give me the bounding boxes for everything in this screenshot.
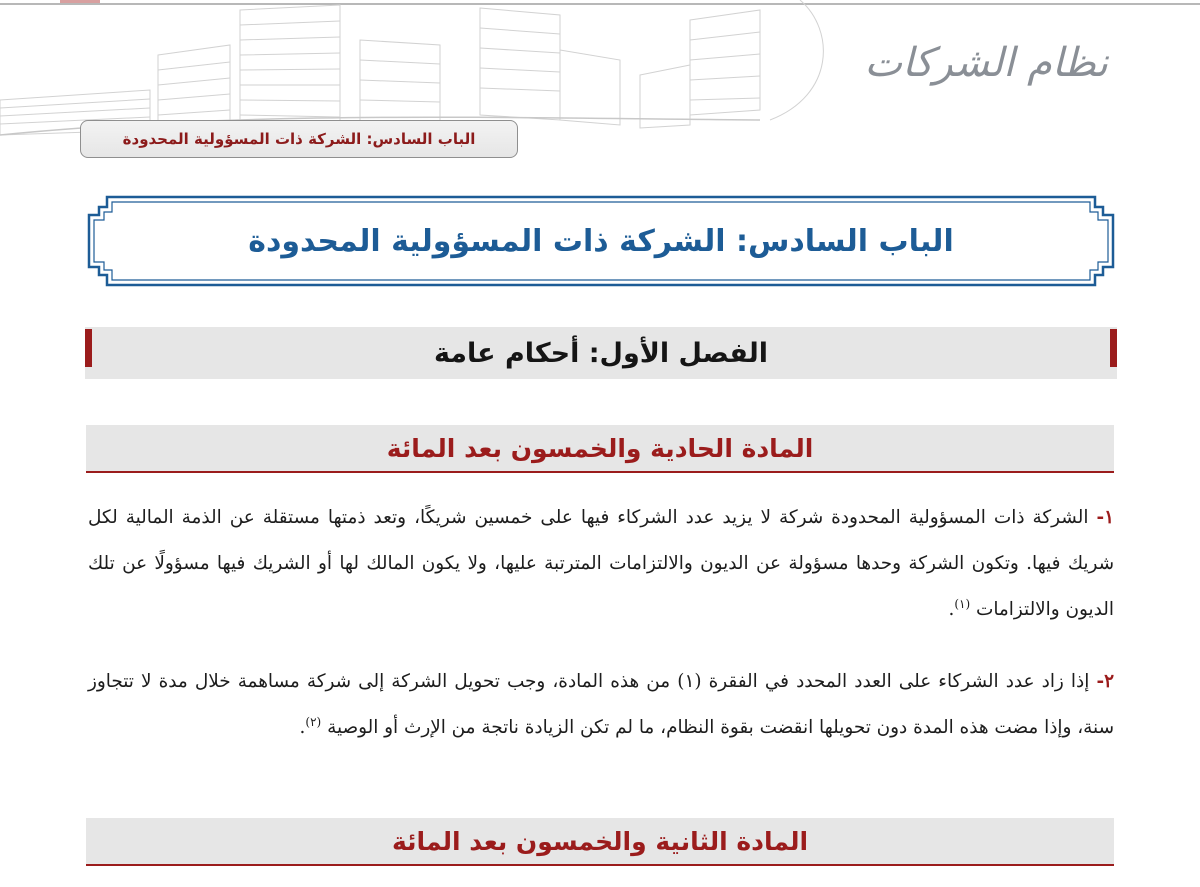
running-header-tab: الباب السادس: الشركة ذات المسؤولية المحدودة	[80, 120, 518, 158]
paragraph-number: ١-	[1096, 507, 1114, 528]
chapter-title: الباب السادس: الشركة ذات المسؤولية المحدودة	[248, 223, 954, 259]
paragraph-text: إذا زاد عدد الشركاء على العدد المحدد في الفقرة (١) من هذه المادة، وجب تحويل الشركة إلى شركة مساهمة خلال مدة لا تتجاوز سنة، وإذا مضت هذه المدة دون تحويلها انقضت بقوة النظام، ما لم تكن الزيادة ناتجة من الإرث أو الوصية	[88, 671, 1114, 738]
paragraph-text: الشركة ذات المسؤولية المحدودة شركة لا يزيد عدد الشركاء فيها على خمسين شريكًا، وتعد ذمتها مستقلة عن الذمة المالية لكل شريك فيها. وتكون الشركة وحدها مسؤولة عن الديون والالتزامات المترتبة عليها، ولا يكون المالك لها أو الشريك فيها مسؤولًا عن تلك الديون والالتزامات	[88, 507, 1114, 620]
article-paragraph	[88, 659, 1114, 751]
section-title-bar	[85, 327, 1117, 379]
paragraph-end: .	[948, 599, 955, 620]
brand-logo: نظام الشركات	[864, 40, 1108, 86]
article-heading: المادة الحادية والخمسون بعد المائة	[86, 425, 1114, 473]
footnote-ref[interactable]: (١)	[954, 596, 971, 611]
paragraph-end: .	[299, 717, 306, 738]
article-heading: المادة الثانية والخمسون بعد المائة	[86, 818, 1114, 866]
section-title: الفصل الأول: أحكام عامة	[433, 337, 769, 369]
paragraph-number: ٢-	[1096, 671, 1114, 692]
article-paragraph	[88, 495, 1114, 633]
footnote-ref[interactable]: (٢)	[305, 714, 322, 729]
